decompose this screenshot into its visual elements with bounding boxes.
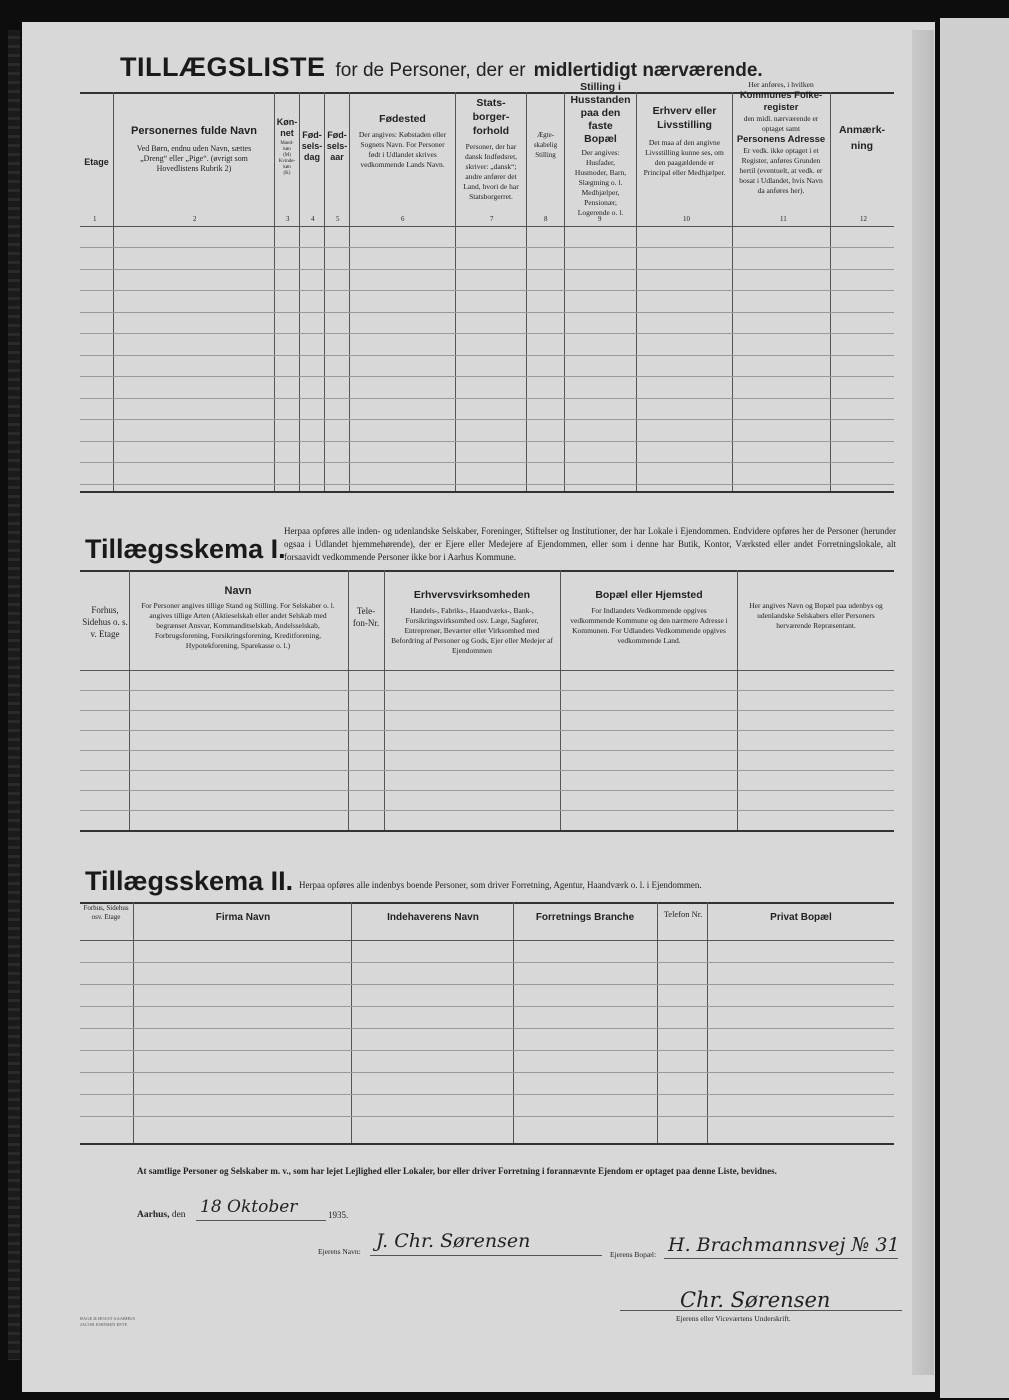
row-line [80, 710, 894, 711]
rule [80, 940, 894, 941]
s1-col-erhverv: Erhvervsvirksomheden Handels-, Fabriks-, Haandværks-, Bank-, Forsikringsvirksomhed osv. Læge, Sagfører, Entreprenør, Beværter eller Virksomhed med Befordring af Personer og Gods, Ejer eller Medejer af Ejendommen [391, 589, 553, 655]
column-number: 9 [598, 215, 602, 223]
row-line [80, 462, 894, 463]
row-line [80, 269, 894, 270]
addr-handwritten: H. Brachmannsvej № 31 [668, 1234, 900, 1256]
skema1-intro: Herpaa opføres alle inden- og udenlandske Selskaber, Foreninger, Stiftelser og Institutioner, der har Lokale i Ejendommen. Endvidere opføres her de Personer (herunder ogsaa i Udlandet hjemmehørende), der er Ejere eller Medejere af Ejendommen, eller som i denne har Butik, Kontor, Værksted eller andet Forretningslokale, alt forsaavidt vedkommende Personer ikke bor i Aarhus Kommune. [284, 526, 896, 562]
row-line [80, 1072, 894, 1073]
col-husstand: Stilling i Husstanden paa den faste Bopæl Der angives: Husfader, Husmoder, Barn, Slægtning o. l. Medhjælper, Pensionær, Logerende o. l. [570, 81, 631, 217]
col-statsborger: Stats- borger- forhold Personer, der har dansk Indfødsret, skriver: „dansk“; andre anfører det Land, hvori de har Statsborgerret. [463, 97, 519, 201]
col-navn: Personernes fulde Navn Ved Børn, endnu uden Navn, sættes „Dreng“ eller „Pige“. (øvrigt som Hovedlistens Rubrik 2) [131, 125, 257, 173]
row-line [80, 750, 894, 751]
column-line [657, 902, 658, 1143]
row-line [80, 1094, 894, 1095]
list-title-bold: midlertidigt nærværende. [533, 60, 763, 81]
s1-col-repraesentant: Her angives Navn og Bopæl paa udenbys og udenlandske Selskabers eller Personers herværende Repræsentant. [749, 601, 883, 630]
s2-col-telefon: Telefon Nr. [663, 909, 703, 919]
s1-col-etage: Forhus, Sidehus o. s. v. Etage [82, 605, 128, 639]
signature-underline [620, 1310, 902, 1311]
row-line [80, 690, 894, 691]
s1-col-navn: Navn For Personer angives tillige Stand og Stilling. For Selskaber o. l. angives tillige Arten (Aktieselskab eller andet Selskab med begrænset Ansvar, Kommanditselskab, Andelsselskab, Forbrugsforening, Forsikringsforening, Kreditforening, Hypotekforening, Sparekasse o. l.) [141, 585, 335, 650]
date-line: Aarhus, den [137, 1210, 186, 1220]
rule [80, 570, 894, 572]
rule [80, 902, 894, 904]
form-page [22, 22, 935, 1392]
col-aegteskab: Ægte-skabelig Stilling [533, 131, 558, 159]
list-title [120, 52, 763, 83]
skema1-title: Tillægsskema I. [85, 534, 286, 564]
s2-col-firma: Firma Navn [215, 912, 271, 923]
col-folkeregister: Her anføres, i hvilken Kommunes Folke- register den midl. nærværende er optaget samt Personens Adresse Er vedk. ikke optaget i et Register, anføres Grunden hertil (eventuelt, at vedk. er bosat i Udlandet, hvis Navn da anføres her). [736, 80, 826, 195]
row-line [80, 333, 894, 334]
rule [80, 491, 894, 493]
column-line [133, 902, 134, 1143]
declaration: At samtlige Personer og Selskaber m. v., som har lejet Lejlighed eller Lokaler, bor eller driver Forretning i forannævnte Ejendom er optaget paa denne Liste, bevidnes. [137, 1166, 777, 1176]
owner-underline [370, 1255, 602, 1256]
row-line [80, 1116, 894, 1117]
row-line [80, 962, 894, 963]
row-line [80, 984, 894, 985]
column-line [707, 902, 708, 1143]
row-line [80, 441, 894, 442]
row-line [80, 770, 894, 771]
column-number: 11 [780, 215, 787, 223]
row-line [80, 312, 894, 313]
column-line [351, 902, 352, 1143]
col-foedselsdag: Fød- sels- dag [301, 130, 323, 162]
owner-label: Ejerens Navn: [318, 1247, 361, 1256]
column-number: 10 [683, 215, 690, 223]
col-foedselsaar: Fød- sels- aar [326, 130, 348, 162]
rule [80, 226, 894, 227]
row-line [80, 290, 894, 291]
column-number: 7 [490, 215, 494, 223]
s1-col-telefon: Tele-fon-Nr. [352, 606, 380, 628]
binding-spine [8, 30, 20, 1360]
column-number: 12 [860, 215, 867, 223]
col-anmaerkning: Anmærk- ning [838, 124, 886, 152]
column-number: 3 [286, 215, 290, 223]
date-handwritten: 18 Oktober [200, 1197, 298, 1217]
signature-label: Ejerens eller Viceværtens Underskrift. [676, 1314, 791, 1323]
skema2-intro: Herpaa opføres alle indenbys boende Personer, som driver Forretning, Agentur, Haandværk o. l. i Ejendommen. [299, 880, 702, 890]
addr-label: Ejerens Bopæl: [610, 1250, 657, 1259]
s2-col-bopael: Privat Bopæl [770, 912, 832, 923]
row-line [80, 247, 894, 248]
row-line [80, 730, 894, 731]
year: 1935. [328, 1210, 349, 1220]
column-number: 5 [336, 215, 340, 223]
printer-mark: BAGE & HOLST AAARHUS JACOB JOHNSEN EFTF. [80, 1316, 136, 1327]
signature: Chr. Sørensen [680, 1288, 831, 1312]
list-title-rest: for de Personer, der er [335, 60, 526, 81]
row-line [80, 1006, 894, 1007]
row-line [80, 376, 894, 377]
s1-col-bopael: Bopæl eller Hjemsted For Indlandets Vedkommende opgives vedkommende Kommune og den nærmere Adresse i Kommunen. For Udlandets Vedkommende opgives vedkommende Land. [570, 589, 728, 645]
rule [80, 1143, 894, 1145]
row-line [80, 790, 894, 791]
col-foedested: Fødested Der angives: Købstaden eller Sognets Navn. For Personer født i Udlandet skrives vedkommende Lands Navn. [358, 113, 447, 169]
column-number: 1 [93, 215, 97, 223]
row-line [80, 355, 894, 356]
next-page-edge [940, 18, 1009, 1398]
row-line [80, 1050, 894, 1051]
s2-col-etage: Forhus, Sidehus osv. Etage [83, 904, 129, 921]
row-line [80, 419, 894, 420]
page-fold [912, 30, 934, 1375]
column-line [513, 902, 514, 1143]
column-number: 4 [311, 215, 315, 223]
row-line [80, 484, 894, 485]
row-line [80, 398, 894, 399]
column-number: 2 [193, 215, 197, 223]
column-number: 6 [401, 215, 405, 223]
s2-col-indehaver: Indehaverens Navn [387, 912, 479, 923]
rule [80, 670, 894, 671]
skema2-title: Tillægsskema II. [85, 866, 294, 896]
owner-handwritten: J. Chr. Sørensen [376, 1230, 531, 1252]
col-etage: Etage [84, 157, 109, 167]
column-line [348, 570, 349, 830]
row-line [80, 810, 894, 811]
addr-underline [664, 1258, 898, 1259]
row-line [80, 1028, 894, 1029]
rule [80, 830, 894, 832]
col-erhverv: Erhverv eller Livsstilling Det maa af den angivne Livsstilling kunne ses, om den paagældende er Principal eller Medhjælper. [643, 105, 726, 177]
date-underline [196, 1220, 326, 1221]
s2-col-branche: Forretnings Branche [535, 912, 635, 923]
column-number: 8 [544, 215, 548, 223]
col-koen: Køn- net Mand- køn (M) Kvinde- køn (K) [276, 117, 298, 176]
list-title-big: TILLÆGSLISTE [120, 52, 326, 82]
